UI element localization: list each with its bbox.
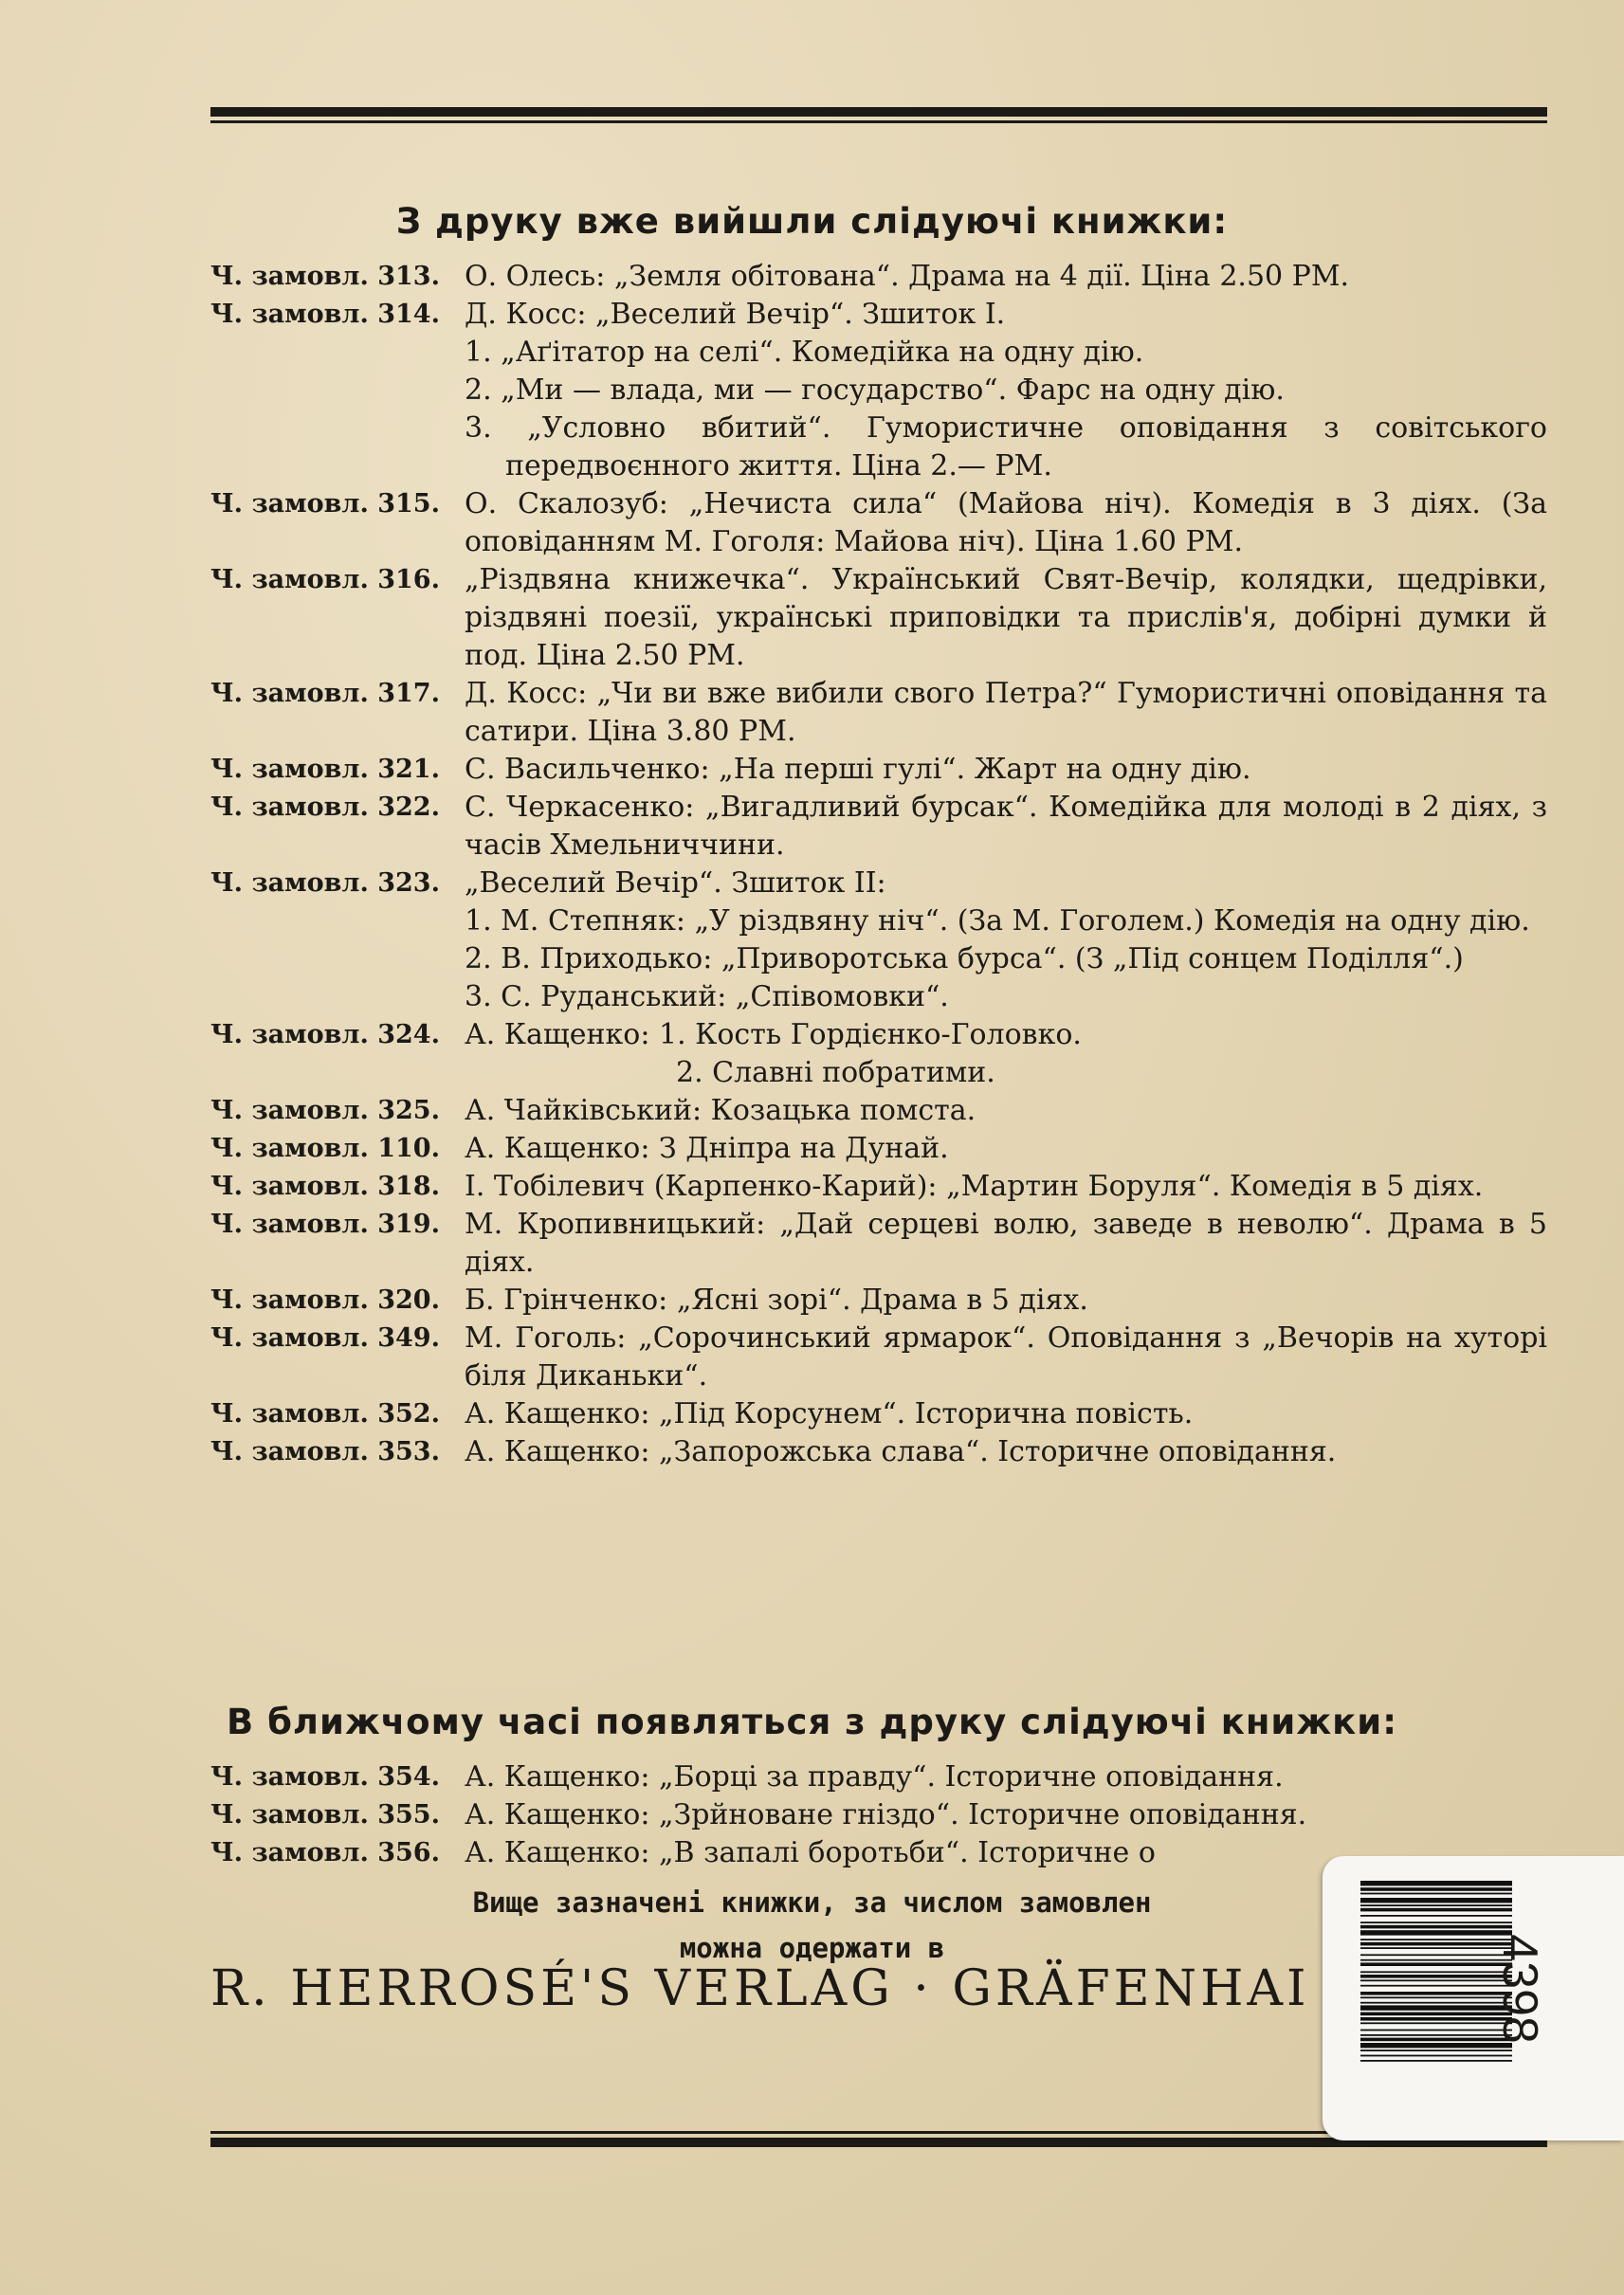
publisher-line: R. HERROSÉ'S VERLAG · GRÄFENHAI <box>210 1960 1310 2017</box>
book-description <box>465 675 1547 751</box>
order-number: Ч. замовл. 316. <box>210 565 440 594</box>
order-number: Ч. замовл. 349. <box>210 1323 440 1353</box>
list-item <box>210 789 1547 865</box>
book-description <box>465 1320 1547 1395</box>
order-number: Ч. замовл. 317. <box>210 679 440 708</box>
list-item <box>210 1130 1547 1168</box>
order-number: Ч. замовл. 315. <box>210 489 440 519</box>
list-item <box>210 1320 1547 1395</box>
library-label <box>1323 1856 1624 2140</box>
label-number: 4398 <box>1492 1934 1547 2044</box>
list-item <box>210 1206 1547 1282</box>
book-description <box>465 1130 1547 1168</box>
description-line: А. Кащенко: „В запалі боротьби“. Історичне о <box>465 1836 1156 1869</box>
book-description <box>465 1092 1547 1130</box>
order-number: Ч. замовл. 355. <box>210 1800 440 1830</box>
book-description <box>465 485 1547 561</box>
description-line: Д. Косс: „Веселий Вечір“. Зшиток І. <box>465 298 1006 331</box>
description-line: Б. Грінченко: „Ясні зорі“. Драма в 5 діях. <box>465 1284 1088 1317</box>
upcoming-list <box>210 1758 1547 1872</box>
order-number: Ч. замовл. 319. <box>210 1210 440 1239</box>
book-description <box>465 296 1547 485</box>
order-number: Ч. замовл. 313. <box>210 262 440 291</box>
book-description <box>465 1796 1547 1834</box>
sub-item: 2. „Ми — влада, ми — государство“. Фарс на одну дію. <box>465 373 1285 407</box>
order-number: Ч. замовл. 323. <box>210 868 440 898</box>
list-item <box>210 1796 1547 1834</box>
book-description <box>465 1395 1547 1433</box>
list-item <box>210 561 1547 675</box>
notice-line-1: Вище зазначені книжки, за числом замовлен <box>472 1886 1152 1919</box>
list-item <box>210 1282 1547 1320</box>
book-description <box>465 865 1547 1016</box>
book-description <box>465 561 1547 675</box>
book-description <box>465 1282 1547 1320</box>
upcoming-heading: В ближчому часі появляться з друку слідуючі книжки: <box>227 1702 1397 1742</box>
order-number: Ч. замовл. 322. <box>210 792 440 822</box>
order-number: Ч. замовл. 354. <box>210 1762 440 1792</box>
order-number: Ч. замовл. 324. <box>210 1020 440 1049</box>
sub-item: 1. „Аґітатор на селі“. Комедійка на одну дію. <box>465 336 1144 369</box>
order-number: Ч. замовл. 321. <box>210 755 440 784</box>
order-number: Ч. замовл. 356. <box>210 1838 440 1867</box>
barcode-icon <box>1360 1881 1512 2116</box>
notice-line-2: можна одержати в <box>679 1932 945 1964</box>
description-line: „Веселий Вечір“. Зшиток ІІ: <box>465 866 886 900</box>
order-number: Ч. замовл. 320. <box>210 1285 440 1315</box>
description-line: С. Васильченко: „На перші гулі“. Жарт на одну дію. <box>465 753 1251 786</box>
order-number: Ч. замовл. 325. <box>210 1096 440 1125</box>
book-description <box>465 751 1547 789</box>
list-item <box>210 1758 1547 1796</box>
sub-item: 3. С. Руданський: „Співомовки“. <box>465 980 949 1013</box>
description-line: І. Тобілевич (Карпенко-Карий): „Мартин Боруля“. Комедія в 5 діях. <box>465 1170 1484 1203</box>
book-description <box>465 1168 1547 1206</box>
order-number: Ч. замовл. 110. <box>210 1134 440 1163</box>
order-number: Ч. замовл. 353. <box>210 1437 440 1466</box>
list-item <box>210 485 1547 561</box>
sub-item: 2. В. Приходько: „Приворотська бурса“. (З „Під сонцем Поділля“.) <box>465 942 1464 975</box>
book-description <box>465 258 1547 296</box>
description-line: Д. Косс: „Чи ви вже вибили свого Петра?“ Гумористичні оповідання та сатири. Ціна 3.80 РМ. <box>465 677 1547 748</box>
description-line: 2. Славні побратими. <box>676 1056 995 1089</box>
top-rule <box>210 107 1547 123</box>
description-line: А. Кащенко: 1. Кость Гордієнко-Головко. <box>465 1018 1082 1051</box>
description-line: М. Гоголь: „Сорочинський ярмарок“. Оповідання з „Вечорів на хуторі біля Диканьки“. <box>465 1321 1547 1393</box>
published-heading: З друку вже вийшли слідуючі книжки: <box>395 201 1229 242</box>
description-line: А. Кащенко: „Борці за правду“. Історичне оповідання. <box>465 1760 1284 1794</box>
description-line: А. Кащенко: „Запорожська слава“. Історичне оповідання. <box>465 1435 1337 1468</box>
list-item <box>210 751 1547 789</box>
list-item <box>210 1168 1547 1206</box>
description-line: А. Кащенко: З Дніпра на Дунай. <box>465 1132 949 1165</box>
description-line: С. Черкасенко: „Вигадливий бурсак“. Комедійка для молоді в 2 діях, з часів Хмельниччини. <box>465 791 1547 862</box>
list-item <box>210 1092 1547 1130</box>
list-item <box>210 1395 1547 1433</box>
description-line: „Різдвяна книжечка“. Український Свят-Вечір, колядки, щедрівки, різдвяні поезії, українські приповідки та прислів'я, добірні думки й под. Ціна 2.50 РМ. <box>465 563 1547 672</box>
list-item <box>210 675 1547 751</box>
list-item <box>210 1433 1547 1471</box>
order-number: Ч. замовл. 352. <box>210 1399 440 1429</box>
description-line: О. Скалозуб: „Нечиста сила“ (Майова ніч). Комедія в 3 діях. (За оповіданням М. Гоголя: Майова ніч). Ціна 1.60 РМ. <box>465 487 1547 558</box>
list-item <box>210 1016 1547 1092</box>
published-list <box>210 258 1547 1471</box>
sub-item: 1. М. Степняк: „У різдвяну ніч“. (За М. Гоголем.) Комедія на одну дію. <box>465 904 1530 938</box>
description-line: А. Кащенко: „Зрйноване гніздо“. Історичне оповідання. <box>465 1798 1307 1831</box>
book-description <box>465 1016 1547 1092</box>
description-line: А. Чайківський: Козацька помста. <box>465 1094 976 1127</box>
description-line: О. Олесь: „Земля обітована“. Драма на 4 дії. Ціна 2.50 РМ. <box>465 260 1350 293</box>
list-item <box>210 296 1547 485</box>
list-item <box>210 258 1547 296</box>
book-description <box>465 1433 1547 1471</box>
sub-item: 3. „Условно вбитий“. Гумористичне оповідання з совітського передвоєнного життя. Ціна 2.— РМ. <box>465 411 1547 483</box>
order-number: Ч. замовл. 318. <box>210 1172 440 1201</box>
description-line: М. Кропивницький: „Дай серцеві волю, заведе в неволю“. Драма в 5 діях. <box>465 1208 1547 1279</box>
book-description <box>465 1206 1547 1282</box>
book-description <box>465 789 1547 865</box>
description-line: А. Кащенко: „Під Корсунем“. Історична повість. <box>465 1397 1194 1430</box>
order-number: Ч. замовл. 314. <box>210 300 440 329</box>
list-item <box>210 865 1547 1016</box>
book-description <box>465 1758 1547 1796</box>
